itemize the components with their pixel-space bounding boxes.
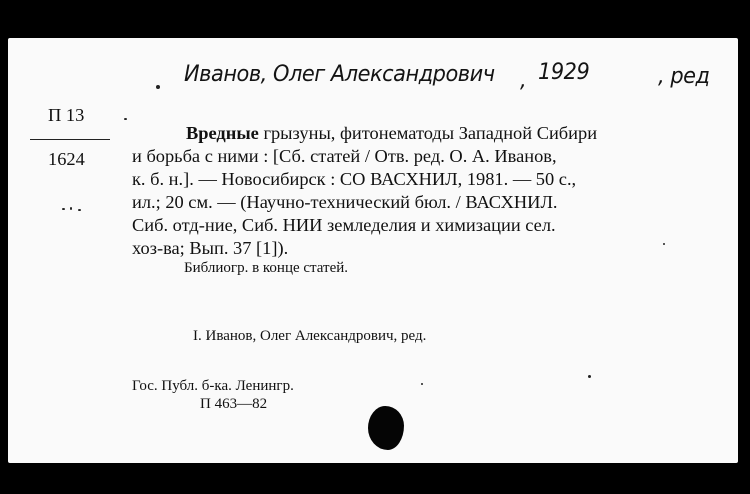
ink-speck (78, 209, 81, 211)
ink-blot (368, 406, 404, 450)
ink-speck (588, 375, 591, 378)
ink-speck (62, 208, 65, 210)
handwritten-year: 1929 (538, 60, 590, 85)
entry-title-bold: Вредные (186, 123, 259, 143)
library-name: Гос. Публ. б-ка. Ленингр. (132, 378, 294, 394)
entry-line-1 (186, 123, 597, 144)
entry-line-5: Сиб. отд-ние, Сиб. НИИ земледелия и химизации сел. (132, 215, 556, 235)
entry-line-6: хоз-ва; Вып. 37 [1]). (132, 238, 289, 258)
library-code: П 463—82 (200, 396, 268, 412)
ink-speck (124, 118, 127, 120)
shelfmark-number: 1624 (48, 149, 85, 169)
bibliography-note: Библиогр. в конце статей. (184, 260, 349, 276)
catalog-card (8, 38, 738, 463)
entry-title-rest: грызуны, фитонематоды Западной Сибири (258, 123, 598, 143)
shelfmark-rule (30, 139, 110, 140)
handwritten-comma: , (520, 68, 527, 93)
ink-speck (421, 383, 423, 385)
ink-speck (70, 207, 72, 210)
ink-speck (663, 243, 665, 245)
added-entry-tracing: I. Иванов, Олег Александрович, ред. (193, 328, 427, 344)
entry-line-2: и борьба с ними : [Сб. статей / Отв. ред. О. А. Иванов, (132, 146, 557, 166)
entry-line-3: к. б. н.]. — Новосибирск : СО ВАСХНИЛ, 1981. — 50 с., (132, 169, 577, 189)
entry-line-4: ил.; 20 см. — (Научно-технический бюл. / ВАСХНИЛ. (132, 192, 558, 212)
handwritten-author: Иванов, Олег Александрович (184, 62, 495, 87)
ink-speck (156, 85, 160, 89)
handwritten-editor-note: , ред (658, 64, 710, 89)
shelfmark-code: П 13 (48, 105, 85, 125)
